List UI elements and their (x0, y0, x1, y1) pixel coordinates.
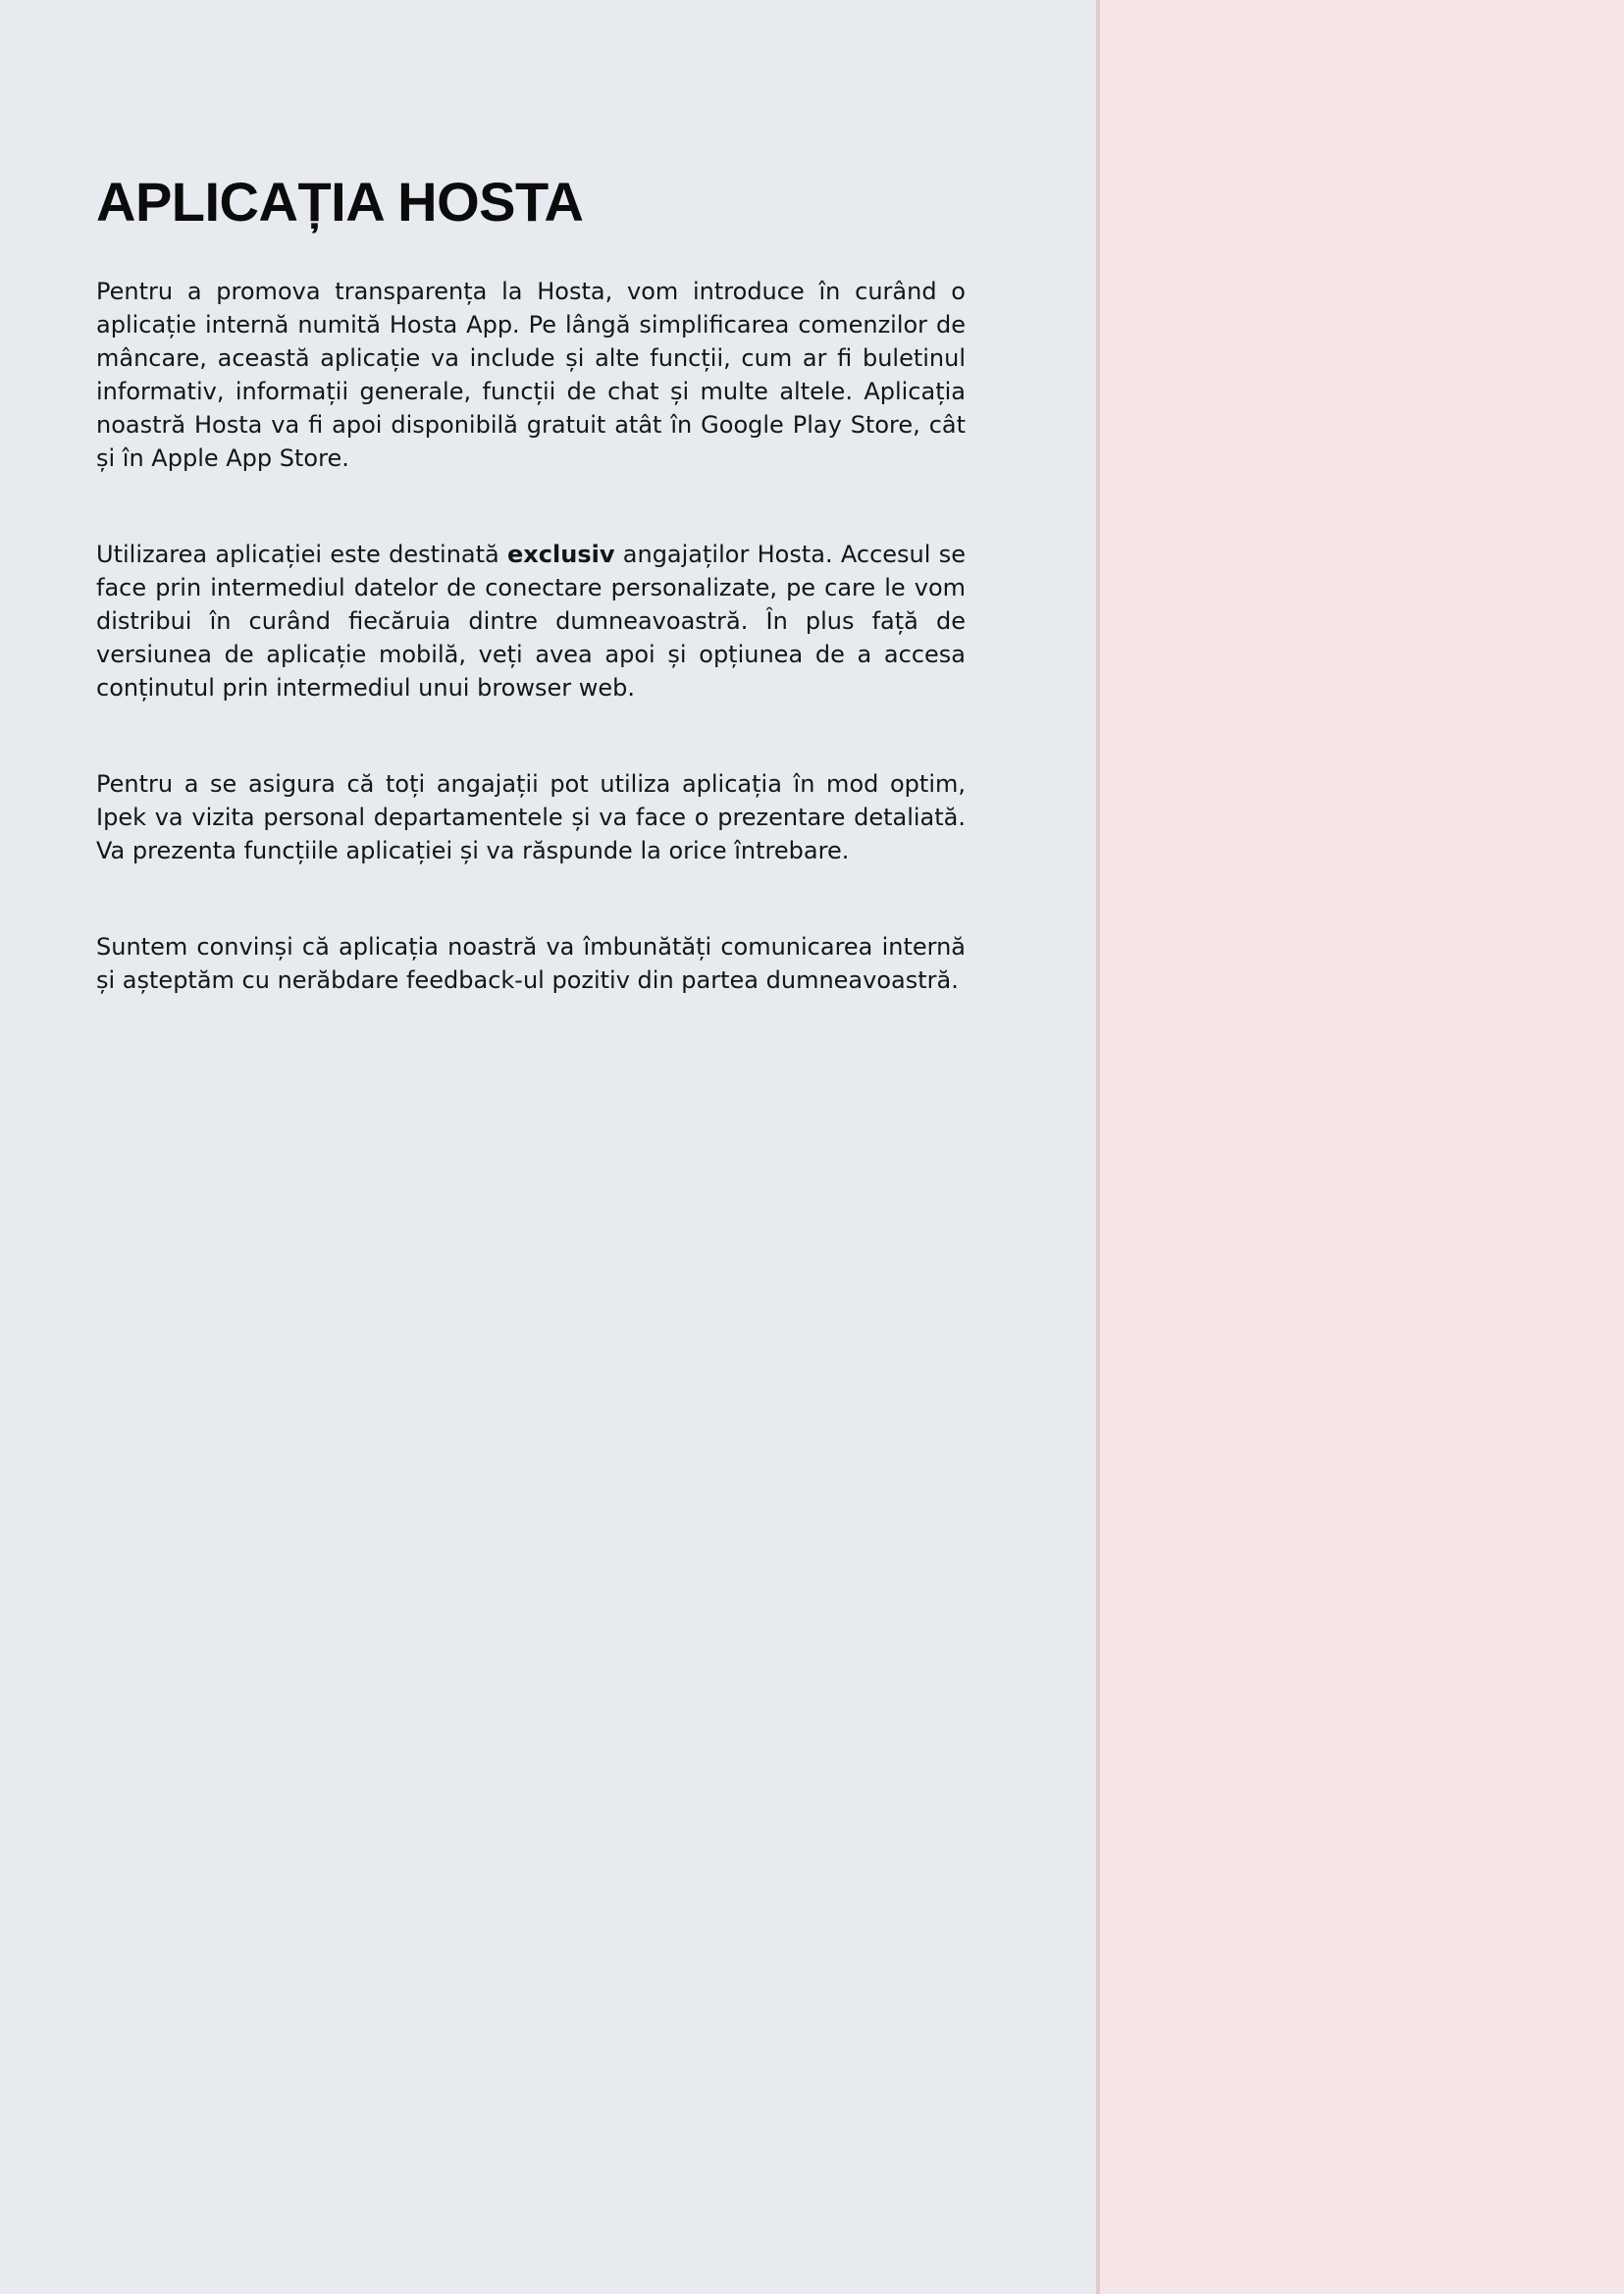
closing-paragraph: Suntem convinși că aplicația noastră va îmbunătăți comunicarea internă și așteptăm cu nerăbdare feedback-ul pozitiv din partea dumneavoastră. (96, 933, 966, 994)
access-text-bold: exclusiv (507, 541, 615, 568)
access-text-before: Utilizarea aplicației este destinată (96, 541, 508, 568)
document-content (96, 167, 966, 997)
side-panel (1100, 0, 1624, 2294)
page-title: APLICAȚIA HOSTA (96, 171, 584, 233)
presentation-paragraph: Pentru a se asigura că toți angajații pot utiliza aplicația în mod optim, Ipek va vizita personal departamentele și va face o prezentare detaliată. Va prezenta funcțiile aplicației și va răspunde la orice întrebare. (96, 770, 966, 864)
access-paragraph (96, 538, 966, 704)
access-text-after: angajaților Hosta. Accesul se face prin intermediul datelor de conectare personalizate, pe care le vom distribui în curând fiecăruia dintre dumneavoastră. În plus față de versiunea de aplicație mobilă, veți avea apoi și opțiunea de a accesa conținutul prin intermediul unui browser web. (96, 541, 966, 702)
intro-paragraph: Pentru a promova transparența la Hosta, vom introduce în curând o aplicație internă numită Hosta App. Pe lângă simplificarea comenzilor de mâncare, această aplicație va include și alte funcții, cum ar fi buletinul informativ, informații generale, funcții de chat și multe altele. Aplicația noastră Hosta va fi apoi disponibilă gratuit atât în Google Play Store, cât și în Apple App Store. (96, 278, 966, 472)
